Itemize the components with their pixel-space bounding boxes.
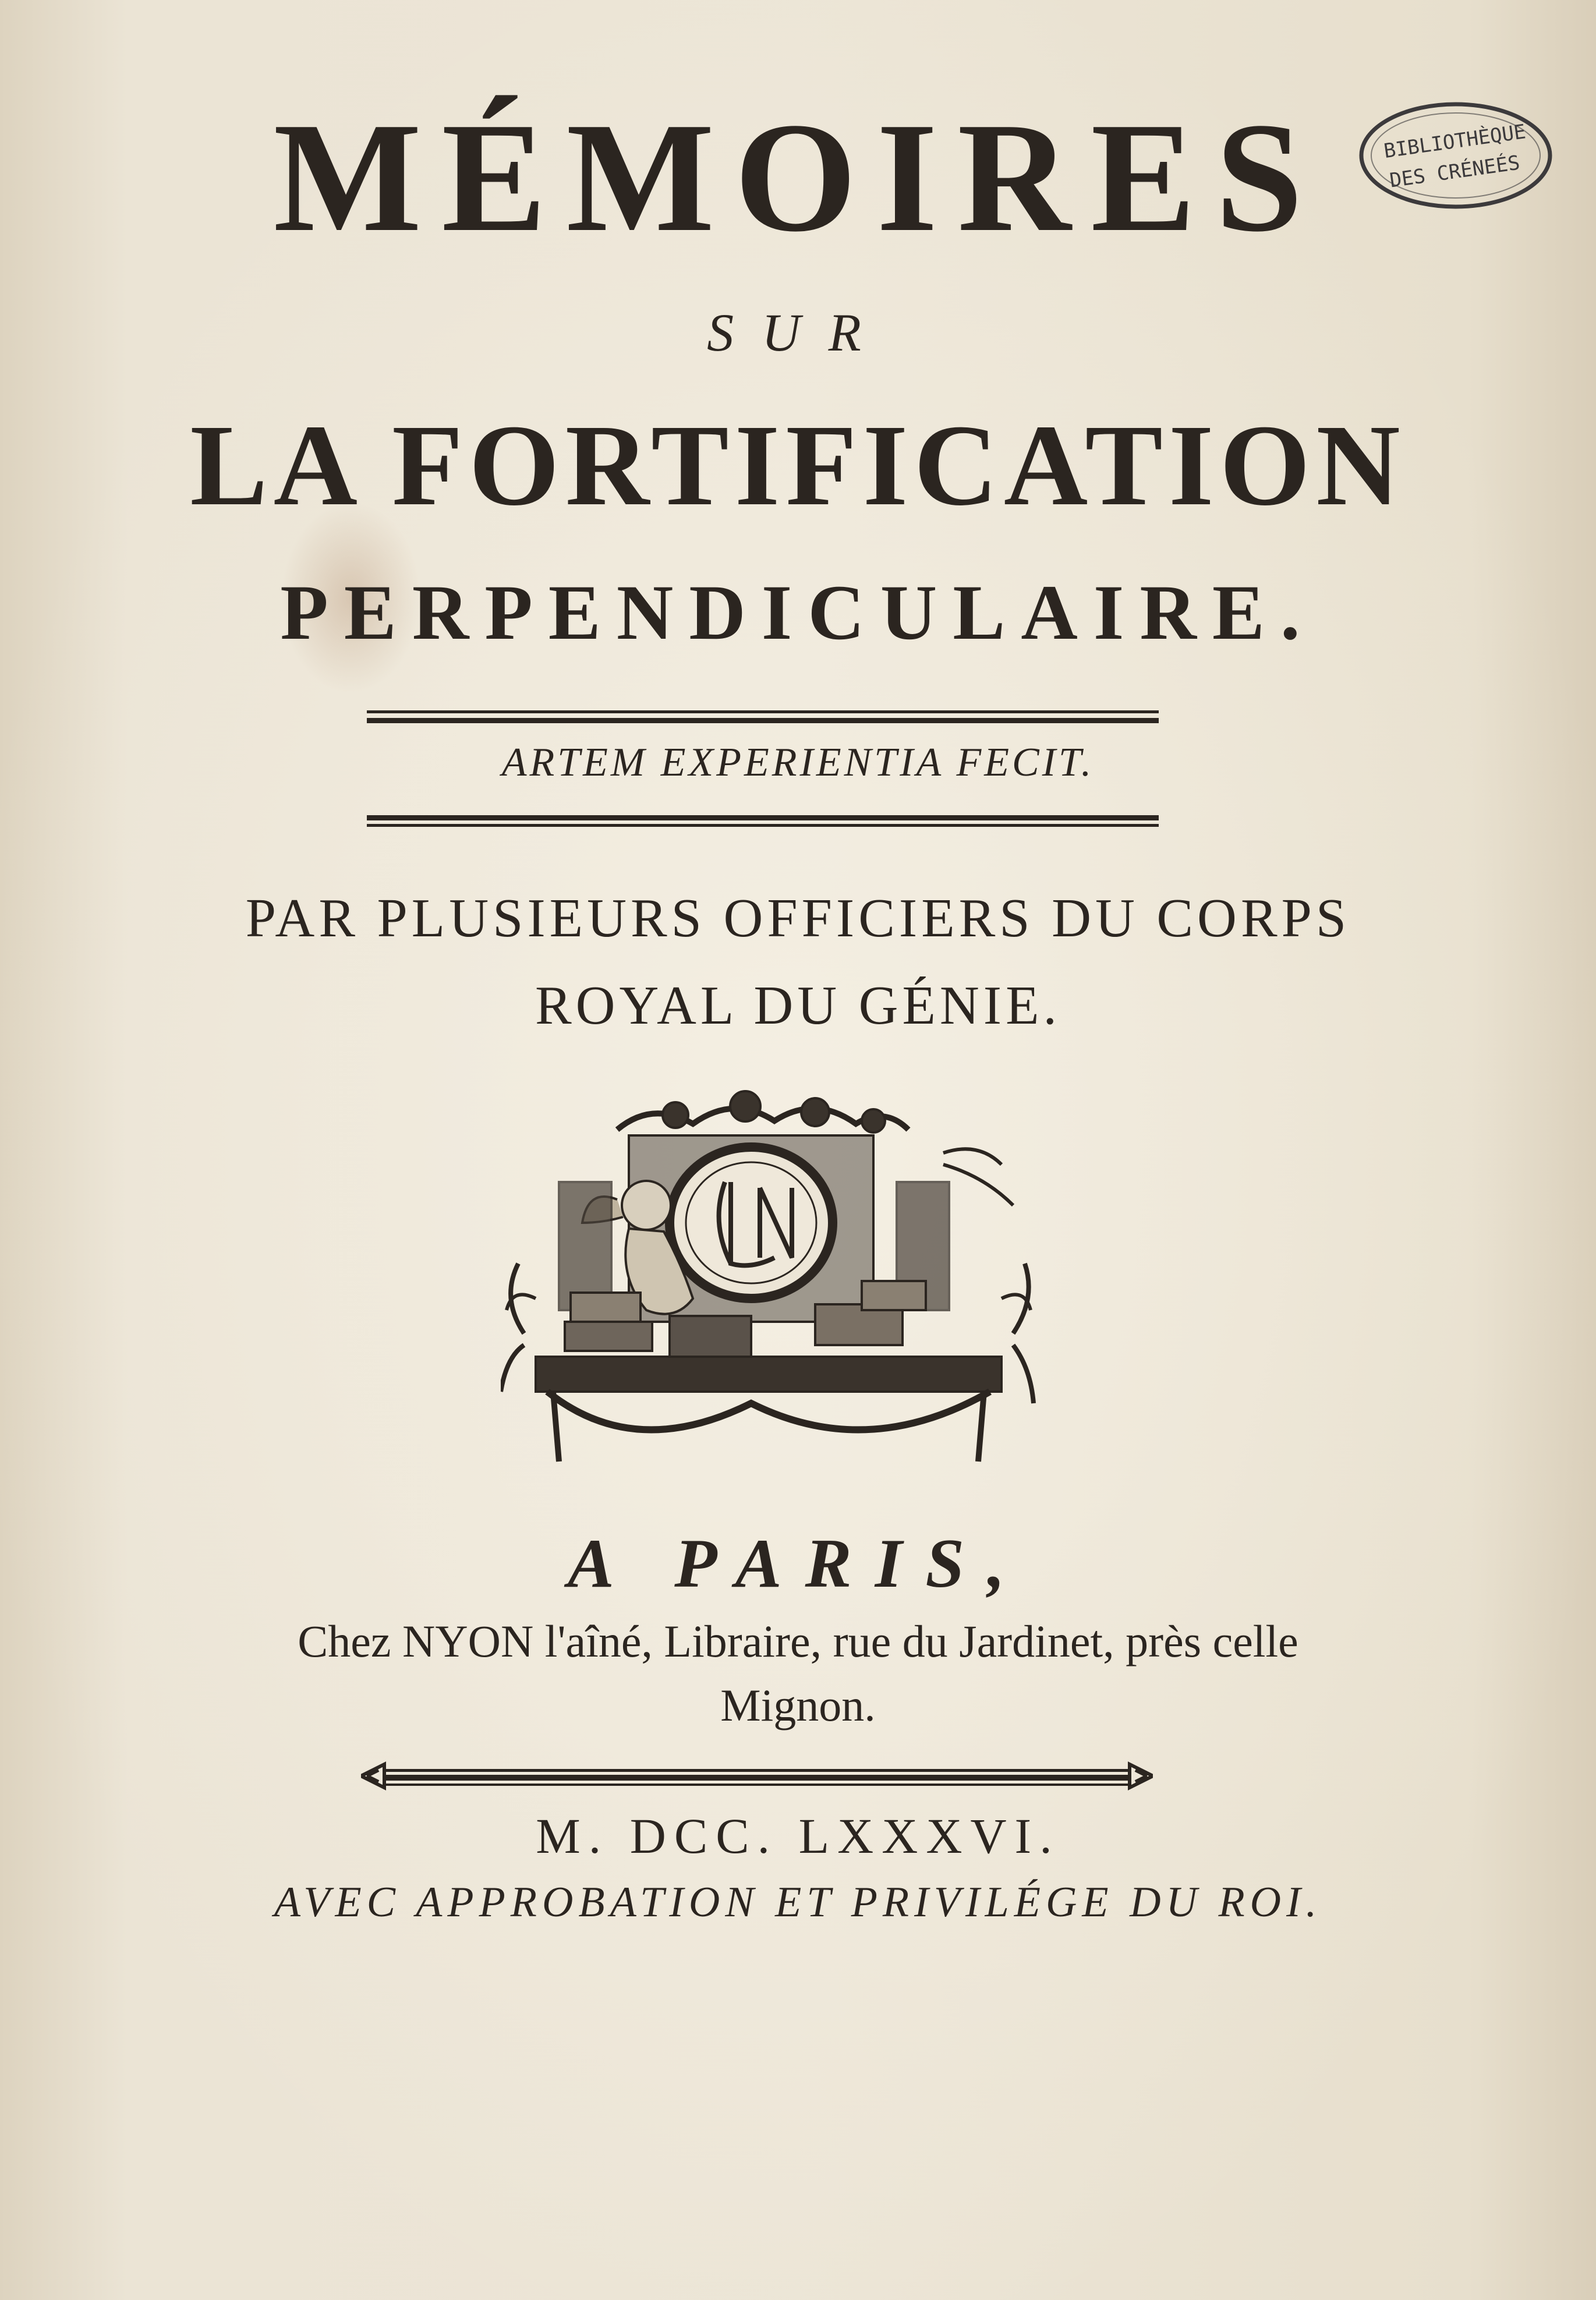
imprint-date: M. DCC. LXXXVI. [536,1808,1060,1864]
imprint-publisher-line-2: Mignon. [720,1680,876,1731]
stamp-line-1: BIBLIOTHÈQUE [1382,120,1527,164]
stamp-line-2: DES CRÉNEÉS [1388,151,1521,193]
title-line-memoires: MÉMOIRES [273,90,1323,264]
title-line-fortification: LA FORTIFICATION [190,401,1406,530]
title-line-perpendiculaire: PERPENDICULAIRE. [280,569,1316,656]
author-line-2: ROYAL DU GÉNIE. [535,975,1061,1036]
imprint-city: A PARIS, [567,1524,1029,1602]
title-line-sur: SUR [707,303,889,362]
vignette-ornament-icon [501,1089,1036,1473]
imprint-publisher-line-1: Chez NYON l'aîné, Libraire, rue du Jardinet, près celle [298,1616,1298,1666]
ornamental-rule [361,1758,1153,1793]
divider-rule-top [367,710,1159,723]
divider-rule-bottom [367,815,1159,828]
author-line-1: PAR PLUSIEURS OFFICIERS DU CORPS [245,888,1351,949]
imprint-privilege: AVEC APPROBATION ET PRIVILÉGE DU ROI. [274,1878,1322,1926]
motto: ARTEM EXPERIENTIA FECIT. [501,740,1095,785]
